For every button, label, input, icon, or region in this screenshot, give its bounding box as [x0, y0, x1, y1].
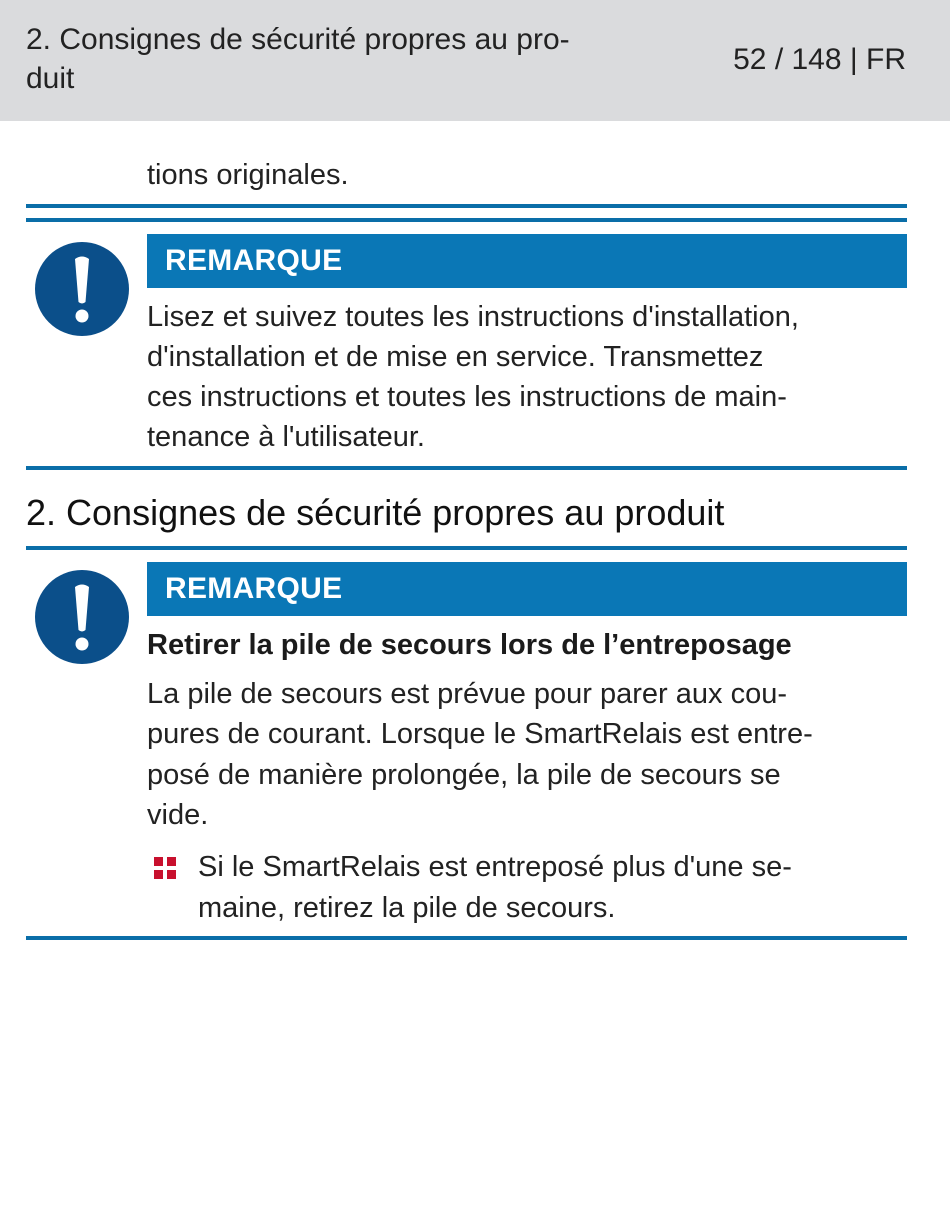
- action-step-line-2: maine, retirez la pile de secours.: [198, 892, 616, 924]
- notice-2-line-3: posé de manière prolongée, la pile de secours se: [147, 759, 781, 791]
- notice-1-line-4: tenance à l'utilisateur.: [147, 421, 425, 453]
- continued-text-fragment: tions originales.: [147, 159, 349, 191]
- notice-2-line-1: La pile de secours est prévue pour parer aux cou-: [147, 678, 787, 710]
- action-step-line-1: Si le SmartRelais est entreposé plus d'une se-: [198, 851, 792, 883]
- rule-divider: [26, 204, 907, 208]
- notice-banner: REMARQUE: [147, 234, 907, 288]
- header-title-line-2: duit: [26, 62, 75, 95]
- notice-2-line-2: pures de courant. Lorsque le SmartRelais est entre-: [147, 718, 813, 750]
- notice-1-line-2: d'installation et de mise en service. Transmettez: [147, 341, 764, 373]
- action-bullet-icon: [154, 857, 176, 879]
- rule-divider: [26, 466, 907, 470]
- header-title-line-1: 2. Consignes de sécurité propres au pro-: [26, 23, 570, 56]
- notice-2-line-4: vide.: [147, 799, 209, 831]
- notice-1-line-1: Lisez et suivez toutes les instructions d'installation,: [147, 301, 799, 333]
- section-heading: 2. Consignes de sécurité propres au produit: [26, 492, 725, 533]
- page-header: [0, 0, 950, 121]
- rule-divider: [26, 218, 907, 222]
- exclamation-circle-icon: [34, 569, 130, 665]
- notice-banner: REMARQUE: [147, 562, 907, 616]
- action-step-text: [198, 847, 908, 929]
- exclamation-circle-icon: [34, 241, 130, 337]
- notice-subtitle: Retirer la pile de secours lors de l’entreposage: [147, 629, 792, 661]
- page-indicator: 52 / 148 | FR: [733, 43, 906, 76]
- header-title: [26, 20, 626, 98]
- rule-divider: [26, 936, 907, 940]
- notice-1-line-3: ces instructions et toutes les instructions de main-: [147, 381, 787, 413]
- rule-divider: [26, 546, 907, 550]
